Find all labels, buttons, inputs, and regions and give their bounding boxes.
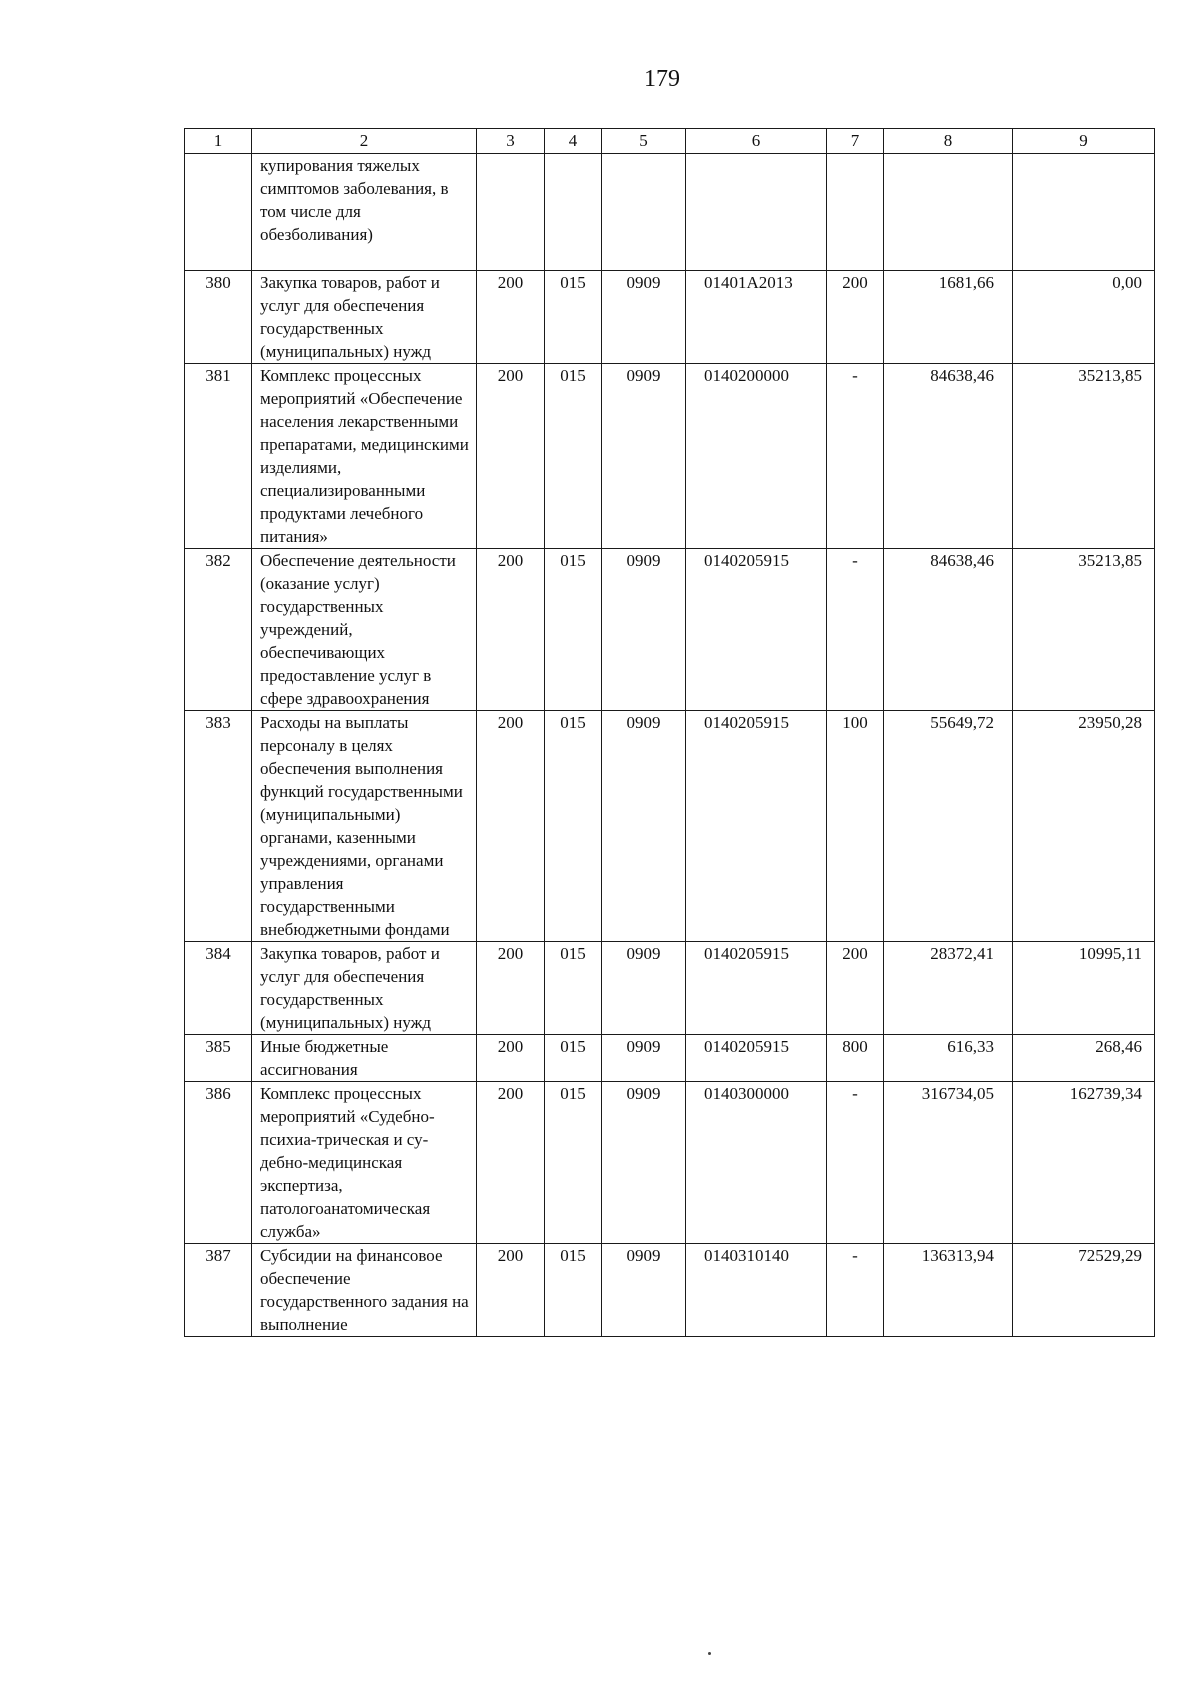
row-name: Субсидии на финансовое обеспечение государственного задания на выполнение [252, 1244, 477, 1337]
cell-col5: 0909 [602, 1035, 686, 1082]
row-number: 381 [185, 364, 252, 549]
cell-col6: 0140310140 [686, 1244, 827, 1337]
budget-table [184, 128, 1155, 1337]
cell-col3: 200 [477, 1244, 545, 1337]
cell-col5: 0909 [602, 271, 686, 364]
row-name: Закупка товаров, работ и услуг для обеспечения государственных (муниципальных) нужд [252, 271, 477, 364]
cell-col8: 1681,66 [884, 271, 1013, 364]
cell-col5: 0909 [602, 549, 686, 711]
row-number: 386 [185, 1082, 252, 1244]
cell-col9: 23950,28 [1013, 711, 1155, 942]
cell-col9: 268,46 [1013, 1035, 1155, 1082]
col-header-9: 9 [1013, 129, 1155, 154]
cell-col7: 100 [827, 711, 884, 942]
cell-col6: 0140200000 [686, 364, 827, 549]
cell-col7: - [827, 1244, 884, 1337]
cell-col6: 0140205915 [686, 1035, 827, 1082]
cell-col7: 200 [827, 942, 884, 1035]
cell-col9: 35213,85 [1013, 364, 1155, 549]
col-header-1: 1 [185, 129, 252, 154]
cell-col5: 0909 [602, 364, 686, 549]
col-header-5: 5 [602, 129, 686, 154]
cell-col6: 01401A2013 [686, 271, 827, 364]
cell-col9: 162739,34 [1013, 1082, 1155, 1244]
cell-col9: 72529,29 [1013, 1244, 1155, 1337]
cell-col5: 0909 [602, 1244, 686, 1337]
col-header-8: 8 [884, 129, 1013, 154]
row-name: Закупка товаров, работ и услуг для обеспечения государственных (муниципальных) нужд [252, 942, 477, 1035]
cell-col9: 0,00 [1013, 271, 1155, 364]
cell-col5: 0909 [602, 711, 686, 942]
cell-col4: 015 [545, 942, 602, 1035]
table-row [185, 364, 1155, 549]
table-row [185, 549, 1155, 711]
table-row [185, 1082, 1155, 1244]
col-header-3: 3 [477, 129, 545, 154]
col-header-7: 7 [827, 129, 884, 154]
cell-col8: 28372,41 [884, 942, 1013, 1035]
table-row [185, 1244, 1155, 1337]
cell-col5: 0909 [602, 942, 686, 1035]
row-name: Расходы на выплаты персоналу в целях обеспечения выполнения функций государственными (муниципальными) органами, казенными учреждениями, органами управления государственными внебюджетными фондами [252, 711, 477, 942]
header-row [185, 129, 1155, 154]
continuation-text: купирования тяжелых симптомов заболевания, в том числе для обезболивания) [252, 154, 477, 271]
cell-col8: 616,33 [884, 1035, 1013, 1082]
col-header-4: 4 [545, 129, 602, 154]
cell-col6: 0140205915 [686, 711, 827, 942]
row-number: 387 [185, 1244, 252, 1337]
cell-col3: 200 [477, 1035, 545, 1082]
cell-col4: 015 [545, 1035, 602, 1082]
cell-col3: 200 [477, 711, 545, 942]
row-number: 384 [185, 942, 252, 1035]
cell-col7: 200 [827, 271, 884, 364]
row-name: Комплекс процессных мероприятий «Судебно-психиа-трическая и су-дебно-медицинская экспертиза, патологоанатомическая служба» [252, 1082, 477, 1244]
cell-col8: 316734,05 [884, 1082, 1013, 1244]
cell-col5: 0909 [602, 1082, 686, 1244]
cell-col4: 015 [545, 549, 602, 711]
cell-col8: 84638,46 [884, 549, 1013, 711]
cell-col4: 015 [545, 271, 602, 364]
row-number: 380 [185, 271, 252, 364]
table-row [185, 942, 1155, 1035]
continuation-row [185, 154, 1155, 271]
row-number: 382 [185, 549, 252, 711]
cell-col3: 200 [477, 364, 545, 549]
cell-col6: 0140205915 [686, 549, 827, 711]
cell-col6: 0140205915 [686, 942, 827, 1035]
cell-col3: 200 [477, 549, 545, 711]
cell-col6: 0140300000 [686, 1082, 827, 1244]
table-row [185, 271, 1155, 364]
cell-col9: 10995,11 [1013, 942, 1155, 1035]
cell-col7: 800 [827, 1035, 884, 1082]
cell-col3: 200 [477, 1082, 545, 1244]
cell-col4: 015 [545, 1244, 602, 1337]
cell-col8: 84638,46 [884, 364, 1013, 549]
cell-col4: 015 [545, 711, 602, 942]
cell-col7: - [827, 549, 884, 711]
table-row [185, 711, 1155, 942]
cell-col4: 015 [545, 364, 602, 549]
cell-col9: 35213,85 [1013, 549, 1155, 711]
cell-col7: - [827, 364, 884, 549]
row-name: Обеспечение деятельности (оказание услуг) государственных учреждений, обеспечивающих предоставление услуг в сфере здравоохранения [252, 549, 477, 711]
row-number: 385 [185, 1035, 252, 1082]
cell-col3: 200 [477, 271, 545, 364]
row-name: Иные бюджетные ассигнования [252, 1035, 477, 1082]
row-name: Комплекс процессных мероприятий «Обеспечение населения лекарственными препаратами, медицинскими изделиями, специализированными продуктами лечебного питания» [252, 364, 477, 549]
cell-col4: 015 [545, 1082, 602, 1244]
row-number: 383 [185, 711, 252, 942]
table-row [185, 1035, 1155, 1082]
cell-col8: 55649,72 [884, 711, 1013, 942]
cell-col8: 136313,94 [884, 1244, 1013, 1337]
cell-col7: - [827, 1082, 884, 1244]
col-header-6: 6 [686, 129, 827, 154]
cell-col3: 200 [477, 942, 545, 1035]
col-header-2: 2 [252, 129, 477, 154]
scan-speck [708, 1652, 711, 1655]
page-number: 179 [644, 66, 680, 92]
